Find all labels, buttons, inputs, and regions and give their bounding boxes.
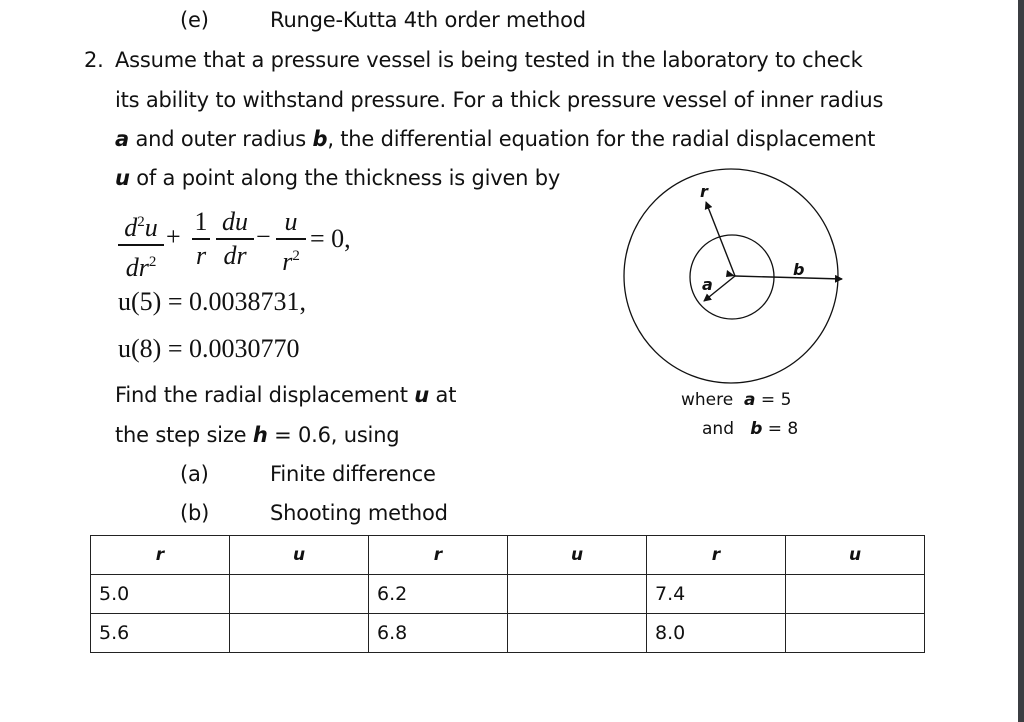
fraction-u-r2 bbox=[276, 208, 306, 276]
option-a-text: Finite difference bbox=[270, 462, 436, 486]
den: r bbox=[195, 240, 207, 270]
cell-u bbox=[230, 614, 369, 653]
pressure-vessel-diagram bbox=[620, 160, 860, 400]
d: d bbox=[124, 213, 138, 242]
header-r: r bbox=[647, 536, 786, 575]
var-a: a bbox=[744, 390, 756, 410]
problem-number: 2. bbox=[84, 48, 104, 72]
text: and outer radius bbox=[128, 127, 313, 151]
option-b-label: (b) bbox=[180, 501, 210, 525]
sup: 2 bbox=[292, 247, 300, 264]
label-b: b bbox=[793, 260, 805, 279]
text: and bbox=[702, 419, 734, 439]
table-header-row bbox=[91, 536, 925, 575]
minus-sign: − bbox=[256, 222, 271, 251]
text: at bbox=[429, 383, 457, 407]
label-a: a bbox=[702, 275, 713, 294]
option-a-label: (a) bbox=[180, 462, 209, 486]
where-a-equals bbox=[681, 390, 791, 410]
task-line-2 bbox=[115, 421, 399, 449]
den: r bbox=[282, 246, 293, 276]
fraction-bar bbox=[192, 238, 210, 240]
problem-line-1: Assume that a pressure vessel is being tested in the laboratory to check bbox=[115, 48, 863, 72]
var-h: h bbox=[252, 423, 268, 447]
fraction-bar bbox=[276, 238, 306, 240]
text: of a point along the thickness is given by bbox=[129, 166, 561, 190]
text: the step size bbox=[115, 423, 253, 447]
fraction-bar bbox=[216, 238, 254, 240]
sup: 2 bbox=[148, 253, 157, 270]
fraction-du-dr bbox=[216, 208, 254, 270]
answer-table bbox=[90, 535, 925, 653]
sup: 2 bbox=[137, 214, 145, 230]
num: 1 bbox=[194, 207, 208, 236]
window-edge-scrollbar bbox=[1018, 0, 1024, 722]
dr: dr bbox=[125, 252, 149, 282]
boundary-condition-2: u(8) = 0.0030770 bbox=[118, 334, 300, 363]
num: du bbox=[222, 207, 248, 236]
text: = 0.6, using bbox=[267, 423, 400, 447]
value: = 5 bbox=[755, 390, 792, 410]
option-b-text: Shooting method bbox=[270, 501, 448, 525]
text: , the differential equation for the radial displacement bbox=[327, 127, 876, 151]
fraction-d2u-dr2 bbox=[118, 208, 164, 282]
problem-line-2: its ability to withstand pressure. For a thick pressure vessel of inner radius bbox=[115, 88, 884, 112]
item-e-text: Runge-Kutta 4th order method bbox=[270, 8, 586, 32]
cell-r: 6.2 bbox=[369, 575, 508, 614]
cell-u bbox=[230, 575, 369, 614]
text: where bbox=[681, 390, 734, 410]
var-u: u bbox=[115, 166, 130, 190]
label-r: r bbox=[700, 182, 708, 201]
boundary-condition-1: u(5) = 0.0038731, bbox=[118, 287, 306, 316]
header-r: r bbox=[369, 536, 508, 575]
header-u: u bbox=[786, 536, 925, 575]
task-line-1 bbox=[115, 381, 456, 409]
table-row bbox=[91, 614, 925, 653]
cell-u bbox=[508, 575, 647, 614]
header-u: u bbox=[508, 536, 647, 575]
cell-u bbox=[786, 575, 925, 614]
cell-u bbox=[508, 614, 647, 653]
problem-line-3 bbox=[115, 125, 875, 153]
and-b-equals bbox=[702, 419, 798, 439]
var-b: b bbox=[312, 127, 328, 151]
den: dr bbox=[223, 240, 247, 270]
header-u: u bbox=[230, 536, 369, 575]
fraction-1-r bbox=[192, 208, 210, 270]
cell-r: 8.0 bbox=[647, 614, 786, 653]
header-r: r bbox=[91, 536, 230, 575]
var-u: u bbox=[414, 383, 430, 407]
cell-r: 5.0 bbox=[91, 575, 230, 614]
value: = 8 bbox=[762, 419, 799, 439]
fraction-bar bbox=[118, 244, 164, 246]
u: u bbox=[144, 213, 158, 242]
table-row bbox=[91, 575, 925, 614]
text: Find the radial displacement bbox=[115, 383, 415, 407]
item-e-label: (e) bbox=[180, 8, 209, 32]
plus-sign: + bbox=[166, 222, 181, 251]
var-a: a bbox=[115, 127, 129, 151]
var-b: b bbox=[750, 419, 763, 439]
cell-r: 7.4 bbox=[647, 575, 786, 614]
problem-line-4 bbox=[115, 164, 560, 192]
cell-r: 5.6 bbox=[91, 614, 230, 653]
cell-r: 6.8 bbox=[369, 614, 508, 653]
cell-u bbox=[786, 614, 925, 653]
equals-zero: = 0, bbox=[310, 224, 351, 253]
concentric-circles-icon bbox=[620, 160, 860, 400]
num: u bbox=[284, 207, 298, 236]
